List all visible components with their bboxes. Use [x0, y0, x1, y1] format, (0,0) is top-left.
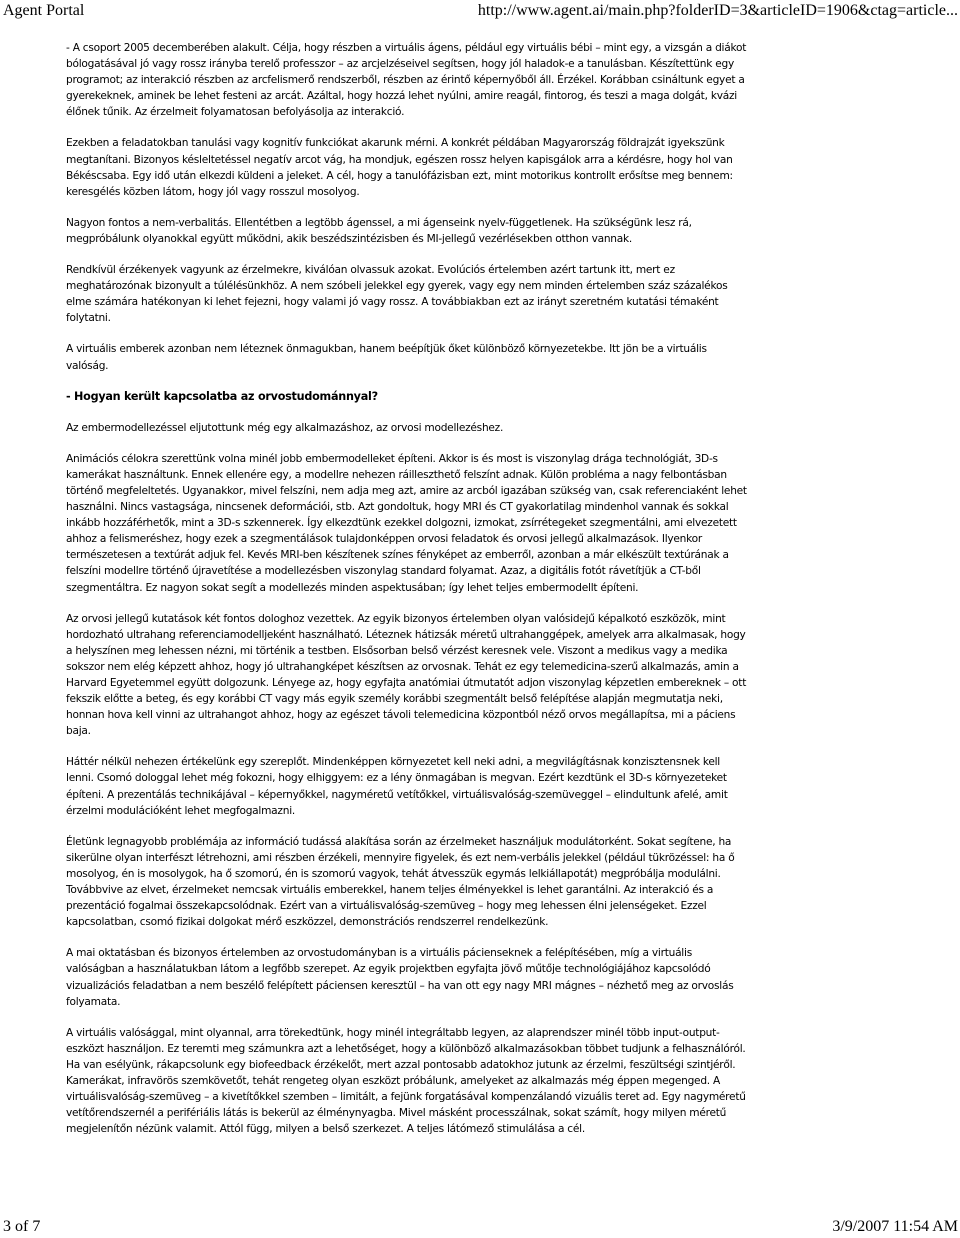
paragraph-environment: Háttér nélkül nehezen értékelünk egy szereplőt. Mindenképpen környezetet kell neki adni, a megvilágításnak konzisztensnek kell lenni. Csomó dologgal lehet még fokozni, hogy elhiggyem: ez a lény önmagában is megvan. Ezért kezdtünk el 3D-s környezeteket építeni. A prezentálás technikájával – képernyőkkel, nagyméretű vetítőkkel, virtuálisvalóság-szemüveggel – elindultunk afelé, amit érzelmi modulációként lehet megfogalmazni.: [66, 756, 728, 817]
paragraph-integration: A virtuális valósággal, mint olyannal, arra törekedtünk, hogy minél integráltabb legyen, az alaprendszer minél több input-output-eszközt használjon. Ez teremti meg számunkra azt a lehetőséget, hogy a különböző alkalmazásokban többet tudjunk a felhasználóról. Ha van esélyünk, rákapcsolunk egy biofeedback érzékelőt, mert azzal pontosabb adatokhoz jutunk az érzelmi, feszültségi szintjéről. Kamerákat, infravörös szemkövetőt, tehát rengeteg olyan eszközt próbálunk, amelyeket az alkalmazás még éppen megenged. A virtuálisvalóság-szemüveg – a kivetítőkkel szemben – limitált, a fejünk forgatásával kompenzálandó vizuális teret ad. Egy nagyméretű vetítőrendszernél a perifériális látás is bekerül az élménynyagba. Mivel másként processzálnak, sokat számít, hogy milyen méretű megjelenítőn nézünk valamit. Attól függ, milyen a belső szerkezet. A teljes látómező stimulálása a cél.: [66, 1026, 746, 1136]
paragraph-medical-modeling: Az embermodellezéssel eljutottunk még egy alkalmazáshoz, az orvosi modellezéshez.: [66, 421, 504, 434]
paragraph-animation-models: Animációs célokra szerettünk volna minél jobb embermodelleket építeni. Akkor is és most is viszonylag drága technológiát, 3D-s kamerákat használtunk. Ennek ellenére egy, a modellre nehezen ráilleszthető felszínt adnak. Külön probléma a nagy felbontásban történő megfeleltetés. Ugyanakkor, mivel felszíni, nem adja meg azt, amire az arcból igazában szükség van, csak referenciaként lehet használni. Nincs vastagsága, nincsenek deformációi, stb. Azt gondoltuk, hogy MRI és CT gyakorlatilag mindenhol vannak és sokkal inkább hozzáférhetők, mint a 3D-s szkennerek. Így elkezdtünk ezekkel dolgozni, izmokat, zsírrétegeket szegmentálni, ami elvezetett ahhoz a felismeréshez, hogy ezek a szegmentálások tulajdonképpen orvosi feladatok és orvosi jellegű alkalmazások. Ilyenkor természetesen a textúrát adjuk fel. Kevés MRI-ben készítenek színes fényképet az emberről, azonban a már elkészült textúrának a felszíni modellre történő újravetítése a modellezésben viszonylag standard folyamat. Azaz, a digitális fotót rávetítjük a CT-ből szegmentáltra. Ez nagyon sokat segít a modellezés minden aspektusában; így lehet teljes embermodellt építeni.: [66, 452, 747, 594]
print-datetime: 3/9/2007 11:54 AM: [832, 1218, 958, 1235]
paragraph-virtual-reality: A virtuális emberek azonban nem léteznek önmagukban, hanem beépítjük őket különböző környezetekbe. Itt jön be a virtuális valóság.: [66, 343, 707, 372]
page-number: 3 of 7: [3, 1218, 41, 1235]
paragraph-nonverbal: Nagyon fontos a nem-verbalitás. Ellentétben a legtöbb ágenssel, a mi ágenseink nyelv-függetlenek. Ha szükségünk lesz rá, megpróbálunk olyanokkal együtt működni, akik beszédszintézisben és MI-jellegű vezérlésekben otthon vannak.: [66, 216, 692, 245]
print-header: [0, 0, 960, 22]
paragraph-medical-research: Az orvosi jellegű kutatások két fontos dologhoz vezettek. Az egyik bizonyos értelemben olyan valósidejű képalkotó eszközök, mint hordozható ultrahang referenciamodelljeként használható. Léteznek hátizsák méretű ultrahanggépek, amelyek arra alkalmasak, hogy a helyszínen meg lehessen nézni, mi történik a testben. Elsősorban belső vérzést keresnek vele. Viszont a medikus vagy a medika sokszor nem elég képzett ahhoz, hogy jó ultrahangképet készítsen az orvosnak. Tehát ez egy telemedicina-szerű alkalmazás, amin a Harvard Egyetemmel együtt dolgozunk. Lényege az, hogy egyfajta anatómiai útmutatót adjon viszonylag képzetlen embereknek – ott fekszik előtte a beteg, és egy korábbi CT vagy más egyik személy korábbi szegmentált belső felépítése alapján megmutatja neki, honnan hova kell vinni az ultrahangot ahhoz, hogy az egészet távoli telemedicina központból néző orvos megállapítsa, mi a páciens baja.: [66, 612, 747, 738]
paragraph-education: A mai oktatásban és bizonyos értelemben az orvostudományban is a virtuális pácienseknek a felépítésében, míg a virtuális valóságban a használatukban látom a legfőbb szerepet. Az egyik projektben egyfajta jövő műtője technológiájához kapcsolódó vizualizációs feladatban a nem beszélő felépített páciensen keresztül – ha van ott egy nagy MRI mágnes – nézhető meg az orvoslás folyamata.: [66, 947, 734, 1008]
page-url: http://www.agent.ai/main.php?folderID=3&articleID=1906&ctag=article...: [477, 2, 958, 19]
paragraph-information: Életünk legnagyobb problémája az információ tudássá alakítása során az érzelmeket használjuk modulátorként. Sokat segítene, ha sikerülne olyan interfészt létrehozni, ami részben érzékeli, mennyire figyelek, és ezt nem-verbális jelekkel (például tükrözéssel: ha ő mosolyog, én is mosolygok, ha ő szomorú, én is szomorú vagyok, tehát átvesszük egymás lelkiállapotát) megpróbálja modulálni. Továbbvive az elvet, érzelmeket nemcsak virtuális emberekkel, hanem teljes élményekkel is lehet garantálni. Az interakció és a prezentáció fogalmai összekapcsolódnak. Ezért van a virtuálisvalóság-szemüveg – hogy meg lehessen élni jelenségeket. Ezzel kapcsolatban, csomó fizikai dolgokat mérő eszközzel, demonstrációs rendszerrel rendelkezünk.: [66, 835, 735, 929]
print-footer: [0, 1216, 960, 1238]
article-body: [66, 40, 748, 1152]
paragraph-emotions: Rendkívül érzékenyek vagyunk az érzelmekre, kiválóan olvassuk azokat. Evolúciós értelemben azért tartunk itt, mert ez meghatározónak bizonyult a túlélésünkhöz. A nem szóbeli jelekkel egy gyerek, vagy egy nem minden értelemben száz százalékos elme számára hatékonyan ki lehet fejezni, hogy valami jó vagy rossz. A továbbiakban ezt az irányt szeretném kutatási témaként folytatni.: [66, 264, 728, 325]
section-heading-medicine: - Hogyan került kapcsolatba az orvostudománnyal?: [66, 389, 378, 403]
paragraph-group-founding: - A csoport 2005 decemberében alakult. Célja, hogy részben a virtuális ágens, például egy virtuális bébi – mint egy, a vizsgán a diákot bólogatásával jó vagy rossz irányba terelő professzor – az arcjelzéseivel segítsen, hogy jól haladok-e a tanulásban. Készítettünk egy programot; az interakció részben az arcfelismerő rendszerből, részben az érintő képernyőből áll. Érzékel. Korábban csináltunk egyet a gyerekeknek, aminek be lehet festeni az arcát. Azáltal, hogy hozzá lehet nyúlni, amire reagál, fintorog, és teszi a maga dolgát, kvázi élőnek tűnik. Az érzelmeit folyamatosan befolyásolja az interakció.: [66, 42, 747, 119]
paragraph-learning-tasks: Ezekben a feladatokban tanulási vagy kognitív funkciókat akarunk mérni. A konkrét példában Magyarország földrajzát igyekszünk megtanítani. Bizonyos késleltetéssel negatív arcot vág, ha mondjuk, egészen rossz helyen kapisgálok arra a kérdésre, hogy hol van Békéscsaba. Egy idő után elkezdi küldeni a jeleket. A cél, hogy a tanulófázisban ezt, mint motorikus kontrollt erősítse meg bennem: keresgélés közben látom, hogy jól vagy rosszul mosolyog.: [66, 137, 733, 198]
site-title: Agent Portal: [3, 2, 85, 19]
